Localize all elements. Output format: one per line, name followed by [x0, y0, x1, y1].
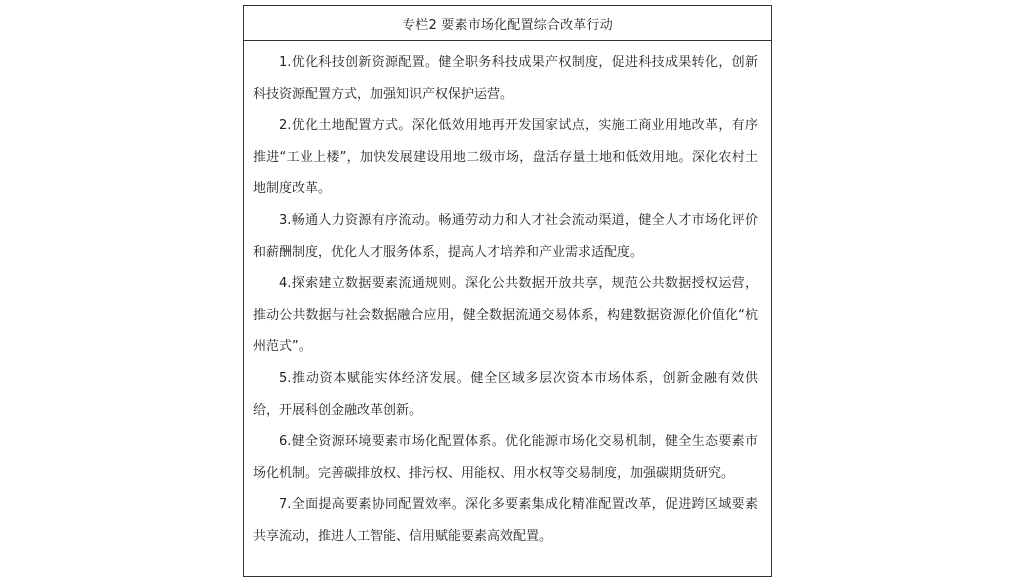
column-item-5: 5.推动资本赋能实体经济发展。健全区域多层次资本市场体系，创新金融有效供给，开展科创金融改革创新。 [253, 370, 758, 418]
column-box [243, 5, 772, 577]
column-item-7: 7.全面提高要素协同配置效率。深化多要素集成化精准配置改革，促进跨区域要素共享流动，推进人工智能、信用赋能要素高效配置。 [253, 497, 758, 544]
column-item-2: 2.优化土地配置方式。深化低效用地再开发国家试点，实施工商业用地改革，有序推进“工业上楼”，加快发展建设用地二级市场，盘活存量土地和低效用地。深化农村土地制度改革。 [253, 118, 758, 197]
column-item-3: 3.畅通人力资源有序流动。畅通劳动力和人才社会流动渠道，健全人才市场化评价和薪酬制度，优化人才服务体系，提高人才培养和产业需求适配度。 [253, 212, 758, 260]
column-title: 专栏2 要素市场化配置综合改革行动 [244, 6, 771, 41]
column-item-6: 6.健全资源环境要素市场化配置体系。优化能源市场化交易机制，健全生态要素市场化机制。完善碳排放权、排污权、用能权、用水权等交易制度，加强碳期货研究。 [253, 434, 758, 481]
column-item-1: 1.优化科技创新资源配置。健全职务科技成果产权制度，促进科技成果转化，创新科技资源配置方式，加强知识产权保护运营。 [253, 55, 758, 102]
column-body [244, 41, 771, 553]
column-item-4: 4.探索建立数据要素流通规则。深化公共数据开放共享，规范公共数据授权运营，推动公共数据与社会数据融合应用，健全数据流通交易体系，构建数据资源化价值化“杭州范式”。 [253, 276, 758, 355]
